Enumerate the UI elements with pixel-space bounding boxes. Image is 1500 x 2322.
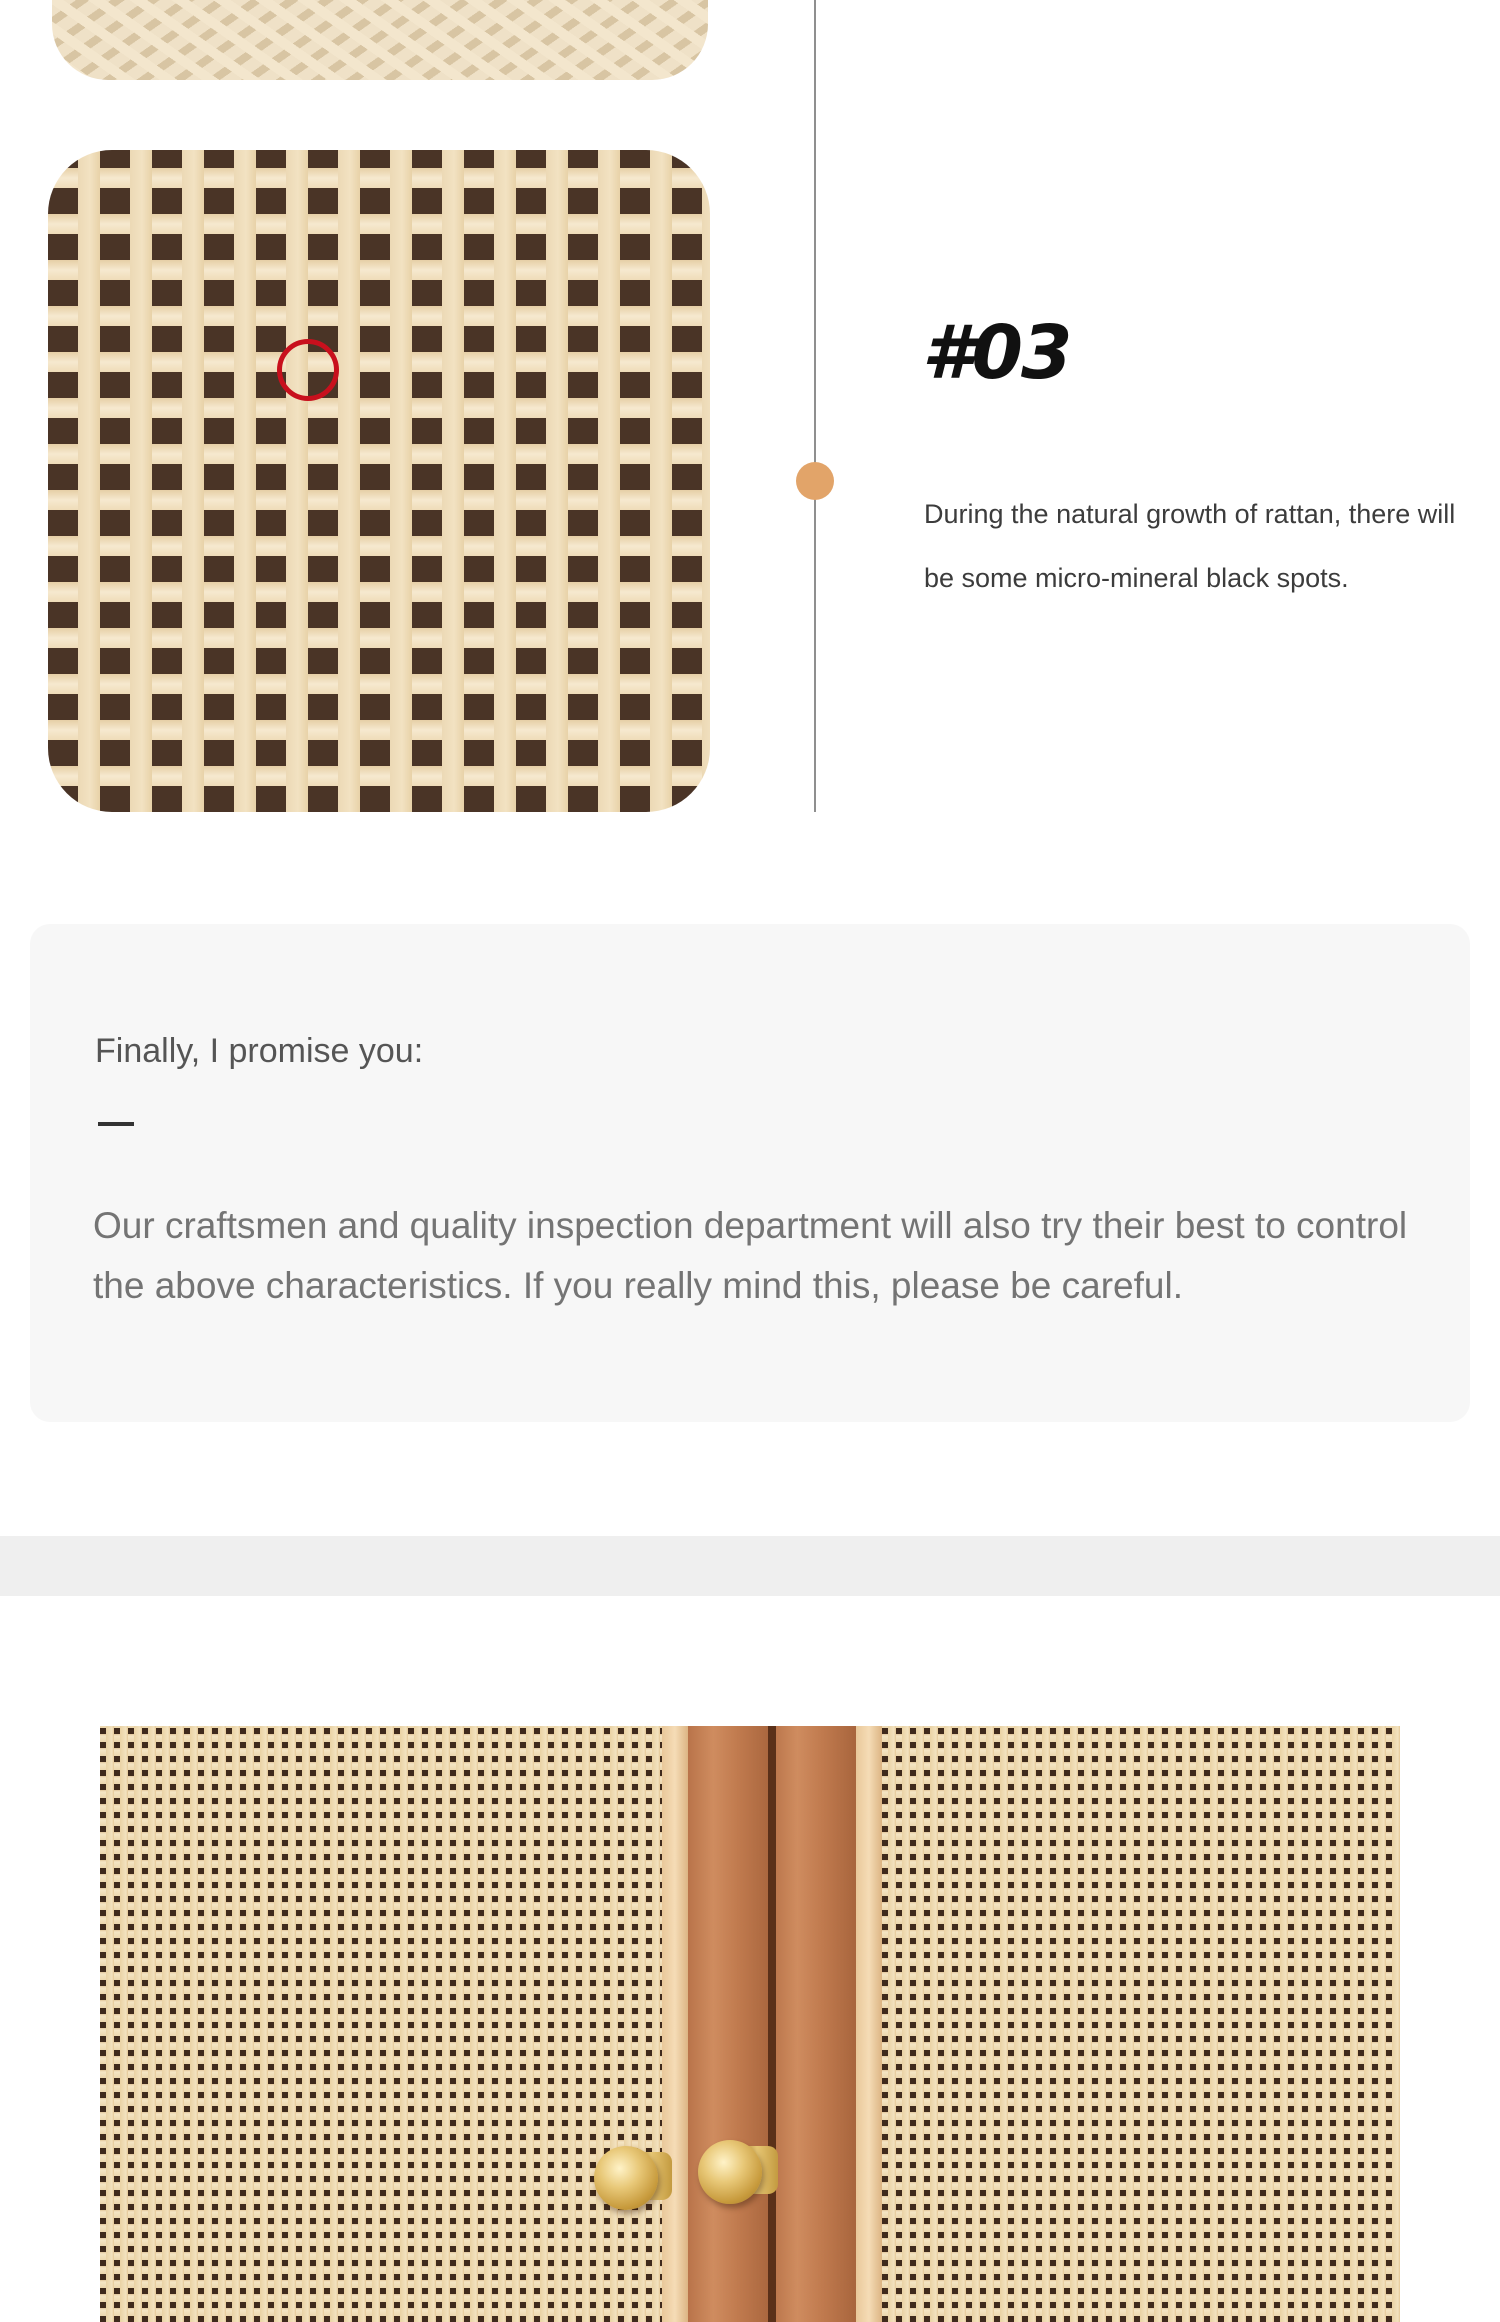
cane-door-panel-right: [882, 1726, 1400, 2322]
title-underline-dash: [98, 1122, 134, 1126]
rattan-cabinet-image: [100, 1726, 1400, 2322]
section-separator: [0, 1536, 1500, 1596]
wood-stile-left: [688, 1726, 772, 2322]
door-frame-right: [856, 1726, 882, 2322]
cane-door-panel-left: [100, 1726, 662, 2322]
rattan-closeup-image: [48, 150, 710, 812]
door-frame-left: [662, 1726, 688, 2322]
black-spot-marker-circle: [277, 339, 339, 401]
feature-description: During the natural growth of rattan, there will be some micro-mineral black spots.: [924, 499, 1456, 593]
door-gap: [768, 1726, 776, 2322]
promise-body-text: Our craftsmen and quality inspection department will also try their best to control the above characteristics. If you really mind this, please be careful.: [93, 1205, 1408, 1306]
wood-stile-right: [772, 1726, 856, 2322]
promise-card: [30, 924, 1470, 1422]
feature-number: #03: [922, 310, 1071, 396]
rattan-detail-image-top: [52, 0, 708, 80]
brass-knob-right: [698, 2140, 762, 2204]
promise-title: Finally, I promise you:: [95, 1032, 424, 1070]
brass-knob-left: [594, 2146, 658, 2210]
timeline-dot: [796, 462, 834, 500]
timeline-line: [814, 0, 816, 812]
